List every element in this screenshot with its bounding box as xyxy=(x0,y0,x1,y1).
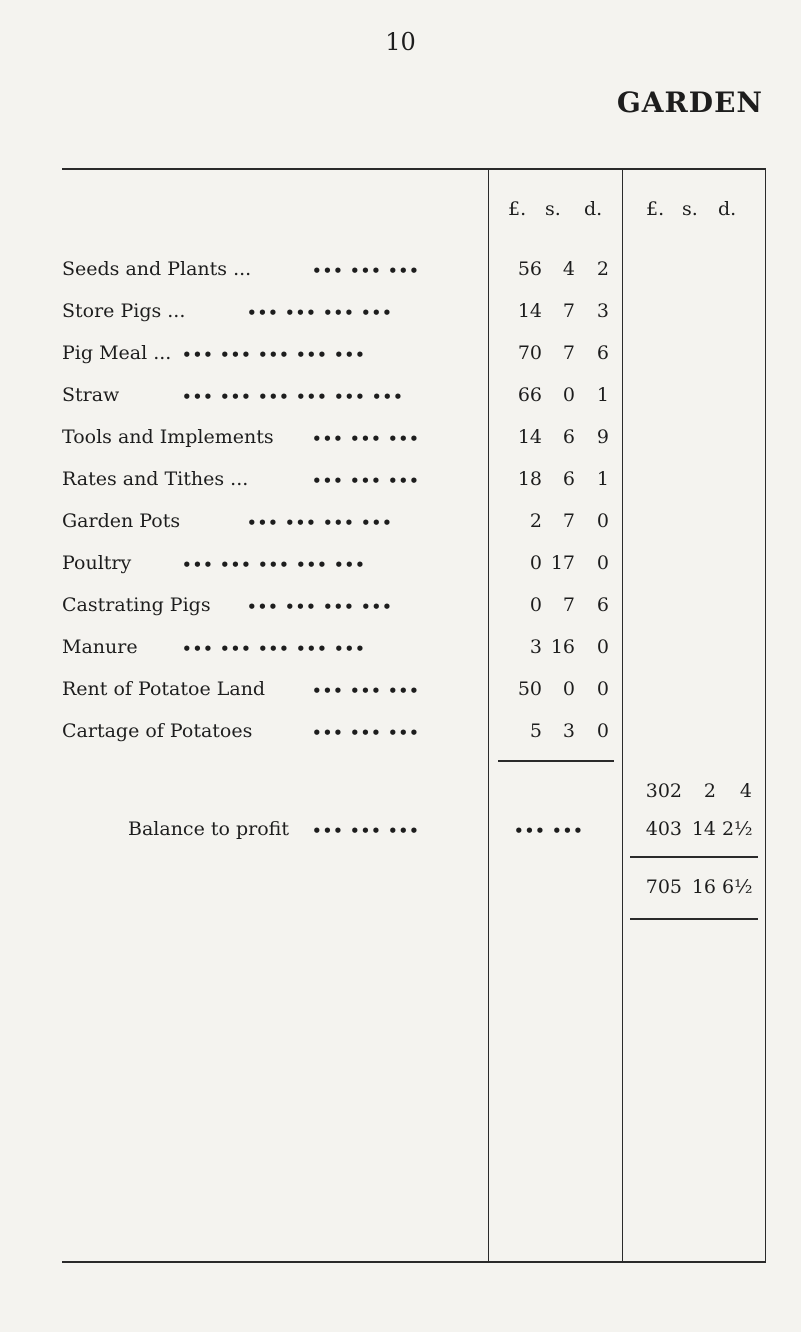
list-item xyxy=(62,468,766,498)
item-shillings: 17 xyxy=(550,552,575,574)
page-number: 10 xyxy=(385,28,416,56)
item-shillings: 0 xyxy=(562,678,575,700)
col2-pounds-header: £. xyxy=(646,198,665,220)
item-label: Pig Meal ... xyxy=(62,342,172,364)
subtotal-shillings: 2 xyxy=(703,780,716,802)
item-label: Straw xyxy=(62,384,120,406)
balance-row xyxy=(62,818,766,848)
leader-dots: ••• ••• ••• xyxy=(312,262,420,280)
item-pence: 0 xyxy=(596,720,609,742)
item-pounds: 56 xyxy=(517,258,542,280)
item-shillings: 3 xyxy=(562,720,575,742)
balance-shillings: 14 xyxy=(691,818,716,840)
item-pounds: 3 xyxy=(529,636,542,658)
leader-dots: ••• ••• ••• xyxy=(312,682,420,700)
col1-pence-header: d. xyxy=(584,198,603,220)
item-label: Cartage of Potatoes xyxy=(62,720,253,742)
list-item xyxy=(62,510,766,540)
list-item xyxy=(62,384,766,414)
item-pounds: 14 xyxy=(517,426,542,448)
item-pence: 6 xyxy=(596,594,609,616)
total-pence: 6½ xyxy=(722,876,753,898)
item-pence: 1 xyxy=(596,468,609,490)
leader-dots: ••• ••• ••• ••• ••• xyxy=(182,640,366,658)
item-shillings: 7 xyxy=(562,510,575,532)
list-item xyxy=(62,426,766,456)
item-pounds: 18 xyxy=(517,468,542,490)
item-pounds: 5 xyxy=(529,720,542,742)
item-pence: 0 xyxy=(596,510,609,532)
item-pounds: 0 xyxy=(529,552,542,574)
leader-dots: ••• ••• ••• xyxy=(312,822,420,840)
leader-dots: ••• ••• ••• xyxy=(312,430,420,448)
col2-pence-header: d. xyxy=(718,198,737,220)
item-shillings: 7 xyxy=(562,342,575,364)
column-headers xyxy=(62,198,766,228)
item-pence: 0 xyxy=(596,552,609,574)
total-pounds: 705 xyxy=(645,876,682,898)
item-pence: 2 xyxy=(596,258,609,280)
first-column-dots: ••• ••• xyxy=(514,822,584,840)
item-label: Poultry xyxy=(62,552,132,574)
total-row xyxy=(62,876,766,906)
leader-dots: ••• ••• ••• ••• xyxy=(247,514,393,532)
item-shillings: 7 xyxy=(562,594,575,616)
leader-dots: ••• ••• ••• ••• xyxy=(247,304,393,322)
top-rule xyxy=(62,168,766,170)
subtotal-row xyxy=(62,780,766,810)
item-pounds: 70 xyxy=(517,342,542,364)
bottom-rule xyxy=(62,1261,766,1263)
item-pounds: 50 xyxy=(517,678,542,700)
column-rule-right xyxy=(765,168,766,1263)
leader-dots: ••• ••• ••• xyxy=(312,472,420,490)
list-item xyxy=(62,636,766,666)
total-shillings: 16 xyxy=(691,876,716,898)
item-shillings: 4 xyxy=(562,258,575,280)
balance-pounds: 403 xyxy=(645,818,682,840)
col1-pounds-header: £. xyxy=(508,198,527,220)
page-heading: GARDEN xyxy=(616,86,763,119)
item-label: Rent of Potatoe Land xyxy=(62,678,266,700)
item-pounds: 0 xyxy=(529,594,542,616)
subtotal-pounds: 302 xyxy=(645,780,682,802)
total-rule-bottom xyxy=(630,918,758,920)
list-item xyxy=(62,300,766,330)
leader-dots: ••• ••• ••• ••• ••• xyxy=(182,556,366,574)
subtotal-rule xyxy=(498,760,614,762)
item-pounds: 2 xyxy=(529,510,542,532)
item-pence: 9 xyxy=(596,426,609,448)
item-shillings: 6 xyxy=(562,468,575,490)
item-pounds: 14 xyxy=(517,300,542,322)
balance-pence: 2½ xyxy=(722,818,753,840)
item-label: Store Pigs ... xyxy=(62,300,186,322)
leader-dots: ••• ••• ••• ••• ••• xyxy=(182,346,366,364)
leader-dots: ••• ••• ••• ••• xyxy=(247,598,393,616)
item-shillings: 16 xyxy=(550,636,575,658)
list-item xyxy=(62,594,766,624)
item-label: Manure xyxy=(62,636,138,658)
leader-dots: ••• ••• ••• ••• ••• ••• xyxy=(182,388,404,406)
item-shillings: 6 xyxy=(562,426,575,448)
balance-label: Balance to profit xyxy=(128,818,289,840)
item-pence: 0 xyxy=(596,636,609,658)
item-pence: 6 xyxy=(596,342,609,364)
column-rule-1 xyxy=(488,168,489,1263)
list-item xyxy=(62,552,766,582)
leader-dots: ••• ••• ••• xyxy=(312,724,420,742)
item-label: Tools and Implements xyxy=(62,426,274,448)
col2-shillings-header: s. xyxy=(682,198,698,220)
item-label: Seeds and Plants ... xyxy=(62,258,252,280)
list-item xyxy=(62,678,766,708)
item-shillings: 0 xyxy=(562,384,575,406)
item-label: Castrating Pigs xyxy=(62,594,211,616)
ledger-table xyxy=(62,168,766,1263)
item-pence: 0 xyxy=(596,678,609,700)
total-rule-top xyxy=(630,856,758,858)
item-label: Garden Pots xyxy=(62,510,181,532)
item-pence: 3 xyxy=(596,300,609,322)
item-label: Rates and Tithes ... xyxy=(62,468,249,490)
col1-shillings-header: s. xyxy=(545,198,561,220)
column-rule-2 xyxy=(622,168,623,1263)
list-item xyxy=(62,342,766,372)
item-shillings: 7 xyxy=(562,300,575,322)
list-item xyxy=(62,258,766,288)
subtotal-pence: 4 xyxy=(739,780,752,802)
item-pounds: 66 xyxy=(517,384,542,406)
list-item xyxy=(62,720,766,750)
item-pence: 1 xyxy=(596,384,609,406)
